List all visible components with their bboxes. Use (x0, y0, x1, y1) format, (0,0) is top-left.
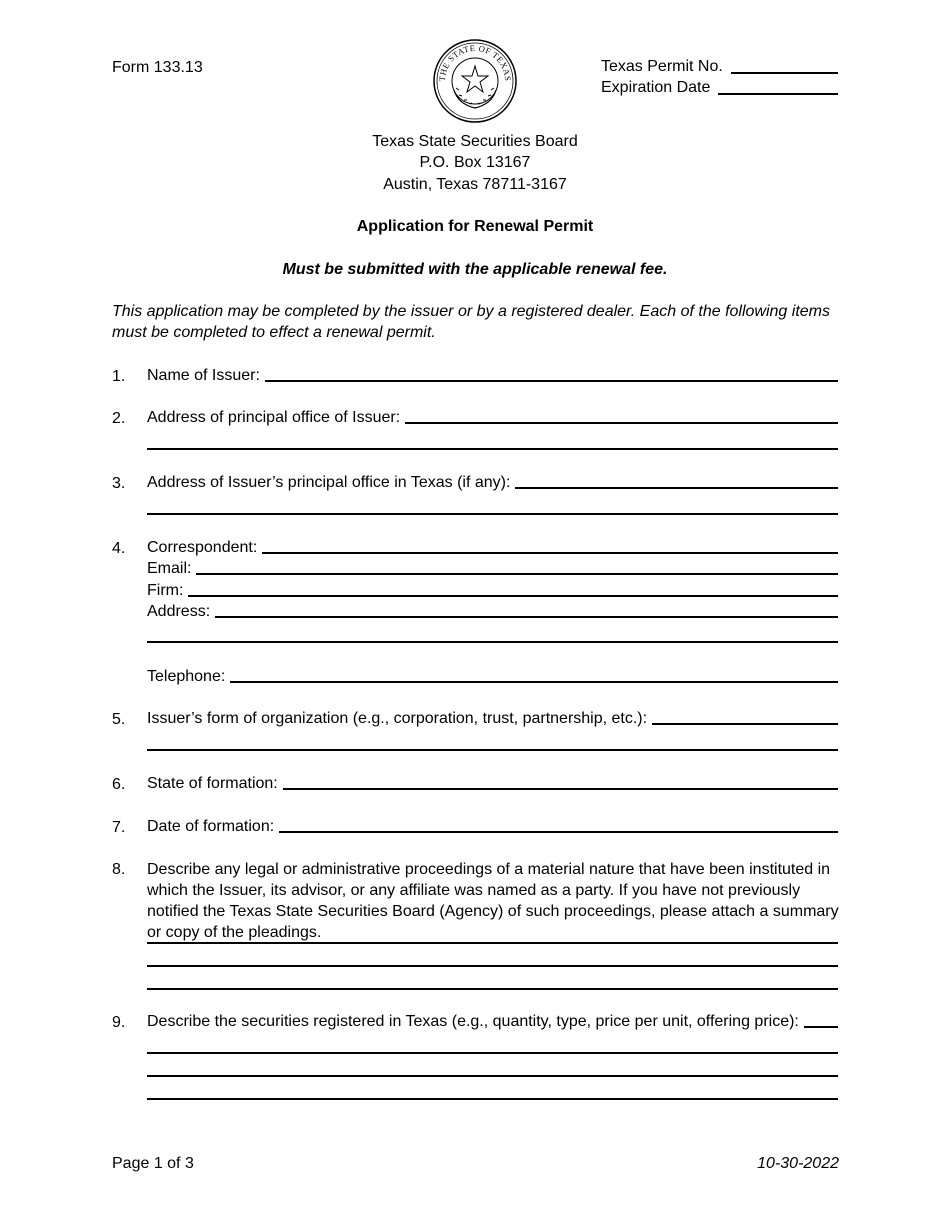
texas-office-label: Address of Issuer’s principal office in Texas (if any): (147, 474, 511, 491)
state-of-formation-line[interactable] (283, 788, 838, 790)
proceedings-line-1[interactable] (147, 942, 838, 944)
issuer-name-label: Name of Issuer: (147, 367, 260, 384)
form-of-organization-line[interactable] (652, 723, 838, 725)
correspondent-line[interactable] (262, 552, 838, 554)
securities-line-3[interactable] (147, 1075, 838, 1077)
permit-number-field[interactable] (601, 56, 838, 77)
item-number-1: 1. (112, 368, 126, 385)
form-of-organization-label: Issuer’s form of organization (e.g., corporation, trust, partnership, etc.): (147, 710, 648, 727)
page-subtitle: Must be submitted with the applicable renewal fee. (282, 261, 668, 278)
state-of-formation-field[interactable] (147, 772, 838, 794)
principal-office-line[interactable] (405, 422, 838, 424)
texas-state-seal (432, 38, 518, 124)
securities-line-4[interactable] (147, 1098, 838, 1100)
proceedings-line-3[interactable] (147, 988, 838, 990)
page-number: Page 1 of 3 (112, 1155, 194, 1172)
item-number-9: 9. (112, 1014, 126, 1031)
proceedings-description: Describe any legal or administrative proceedings of a material nature that have been instituted in which the Issuer, its advisor, or any affiliate was named as a party. If you have not previously notified the Texas State Securities Board (Agency) of such proceedings, please attach a summary or copy of the pleadings. (147, 861, 839, 941)
date-of-formation-field[interactable] (147, 815, 838, 837)
securities-description-field[interactable] (147, 1010, 838, 1032)
expiration-date-line[interactable] (718, 93, 838, 95)
item-number-7: 7. (112, 819, 126, 836)
email-label: Email: (147, 560, 192, 577)
securities-description-line[interactable] (804, 1026, 838, 1028)
correspondent-label: Correspondent: (147, 539, 258, 556)
item-number-3: 3. (112, 475, 126, 492)
permit-number-line[interactable] (731, 72, 838, 74)
form-of-organization-line-2[interactable] (147, 749, 838, 751)
state-of-formation-label: State of formation: (147, 775, 278, 792)
intro-paragraph: This application may be completed by the issuer or by a registered dealer. Each of the following items must be completed to effect a renewal permit. (112, 303, 830, 341)
agency-city: Austin, Texas 78711-3167 (383, 176, 567, 193)
svg-text:THE STATE OF TEXAS: THE STATE OF TEXAS (436, 42, 514, 82)
item-number-6: 6. (112, 776, 126, 793)
date-of-formation-label: Date of formation: (147, 818, 275, 835)
telephone-label: Telephone: (147, 668, 226, 685)
agency-name: Texas State Securities Board (372, 133, 578, 150)
correspondent-address-line[interactable] (215, 616, 838, 618)
texas-office-line-2[interactable] (147, 513, 838, 515)
form-number: Form 133.13 (112, 59, 203, 76)
firm-label: Firm: (147, 582, 184, 599)
item-number-2: 2. (112, 410, 126, 427)
expiration-date-field[interactable] (601, 77, 838, 98)
correspondent-address-field[interactable] (147, 600, 838, 622)
issuer-name-field[interactable] (147, 364, 838, 386)
securities-description-label: Describe the securities registered in Texas (e.g., quantity, type, price per unit, offering price): (147, 1013, 799, 1030)
principal-office-line-2[interactable] (147, 448, 838, 450)
issuer-name-line[interactable] (265, 380, 838, 382)
correspondent-address-line-2[interactable] (147, 641, 838, 643)
principal-office-field[interactable] (147, 406, 838, 428)
texas-office-field[interactable] (147, 471, 838, 493)
principal-office-label: Address of principal office of Issuer: (147, 409, 401, 426)
item-number-8: 8. (112, 861, 126, 878)
page-title: Application for Renewal Permit (356, 218, 594, 235)
date-of-formation-line[interactable] (279, 831, 838, 833)
securities-line-2[interactable] (147, 1052, 838, 1054)
correspondent-field[interactable] (147, 536, 838, 558)
email-line[interactable] (196, 573, 838, 575)
form-of-organization-field[interactable] (147, 707, 838, 729)
item-number-4: 4. (112, 540, 126, 557)
telephone-field[interactable] (147, 665, 838, 687)
correspondent-address-label: Address: (147, 603, 211, 620)
permit-number-label: Texas Permit No. (601, 58, 723, 75)
agency-po-box: P.O. Box 13167 (419, 154, 531, 171)
revision-date: 10-30-2022 (757, 1155, 839, 1172)
expiration-date-label: Expiration Date (601, 79, 711, 96)
email-field[interactable] (147, 557, 838, 579)
firm-line[interactable] (188, 595, 838, 597)
firm-field[interactable] (147, 579, 838, 601)
telephone-line[interactable] (230, 681, 838, 683)
texas-office-line[interactable] (515, 487, 838, 489)
proceedings-line-2[interactable] (147, 965, 838, 967)
item-number-5: 5. (112, 711, 126, 728)
